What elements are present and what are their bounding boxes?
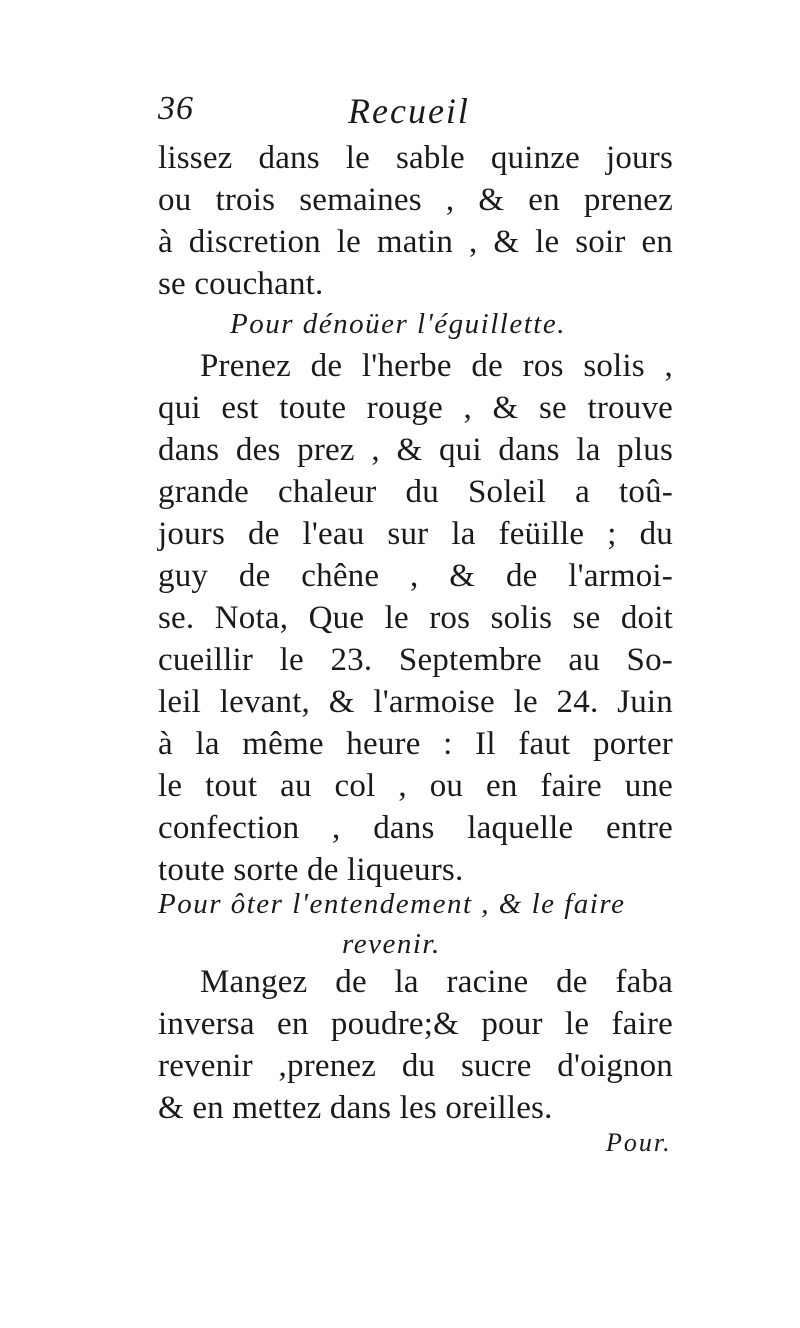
text-line: le tout au col , ou en faire une [158,768,673,804]
text-line: guy de chêne , & de l'armoi- [158,558,673,594]
text-line: inversa en poudre;& pour le faire [158,1006,673,1042]
text-line: jours de l'eau sur la feüille ; du [158,516,673,552]
text-line: grande chaleur du Soleil a toû- [158,474,673,510]
text-line: qui est toute rouge , & se trouve [158,390,673,426]
text-line: revenir ,prenez du sucre d'oignon [158,1048,673,1084]
text-line: lissez dans le sable quinze jours [158,140,673,176]
text-line: confection , dans laquelle entre [158,810,673,846]
text-line: leil levant, & l'armoise le 24. Juin [158,684,673,720]
text-line: Prenez de l'herbe de ros solis , [200,348,673,384]
section-heading: Pour dénoüer l'éguillette. [230,308,566,340]
text-line: se. Nota, Que le ros solis se doit [158,600,673,636]
text-line: à la même heure : Il faut porter [158,726,673,762]
section-heading-continued: revenir. [342,928,441,960]
text-line: à discretion le matin , & le soir en [158,224,673,260]
page-header [158,90,678,140]
text-line: dans des prez , & qui dans la plus [158,432,673,468]
text-line: toute sorte de liqueurs. [158,852,464,888]
section-heading: Pour ôter l'entendement , & le faire [158,888,626,920]
text-line: Mangez de la racine de faba [200,964,673,1000]
text-line: cueillir le 23. Septembre au So- [158,642,673,678]
text-line: & en mettez dans les oreilles. [158,1090,553,1126]
page-number: 36 [158,90,194,127]
text-line: ou trois semaines , & en prenez [158,182,673,218]
catchword: Pour. [606,1128,672,1157]
text-line: se couchant. [158,266,324,302]
running-head: Recueil [348,91,470,131]
